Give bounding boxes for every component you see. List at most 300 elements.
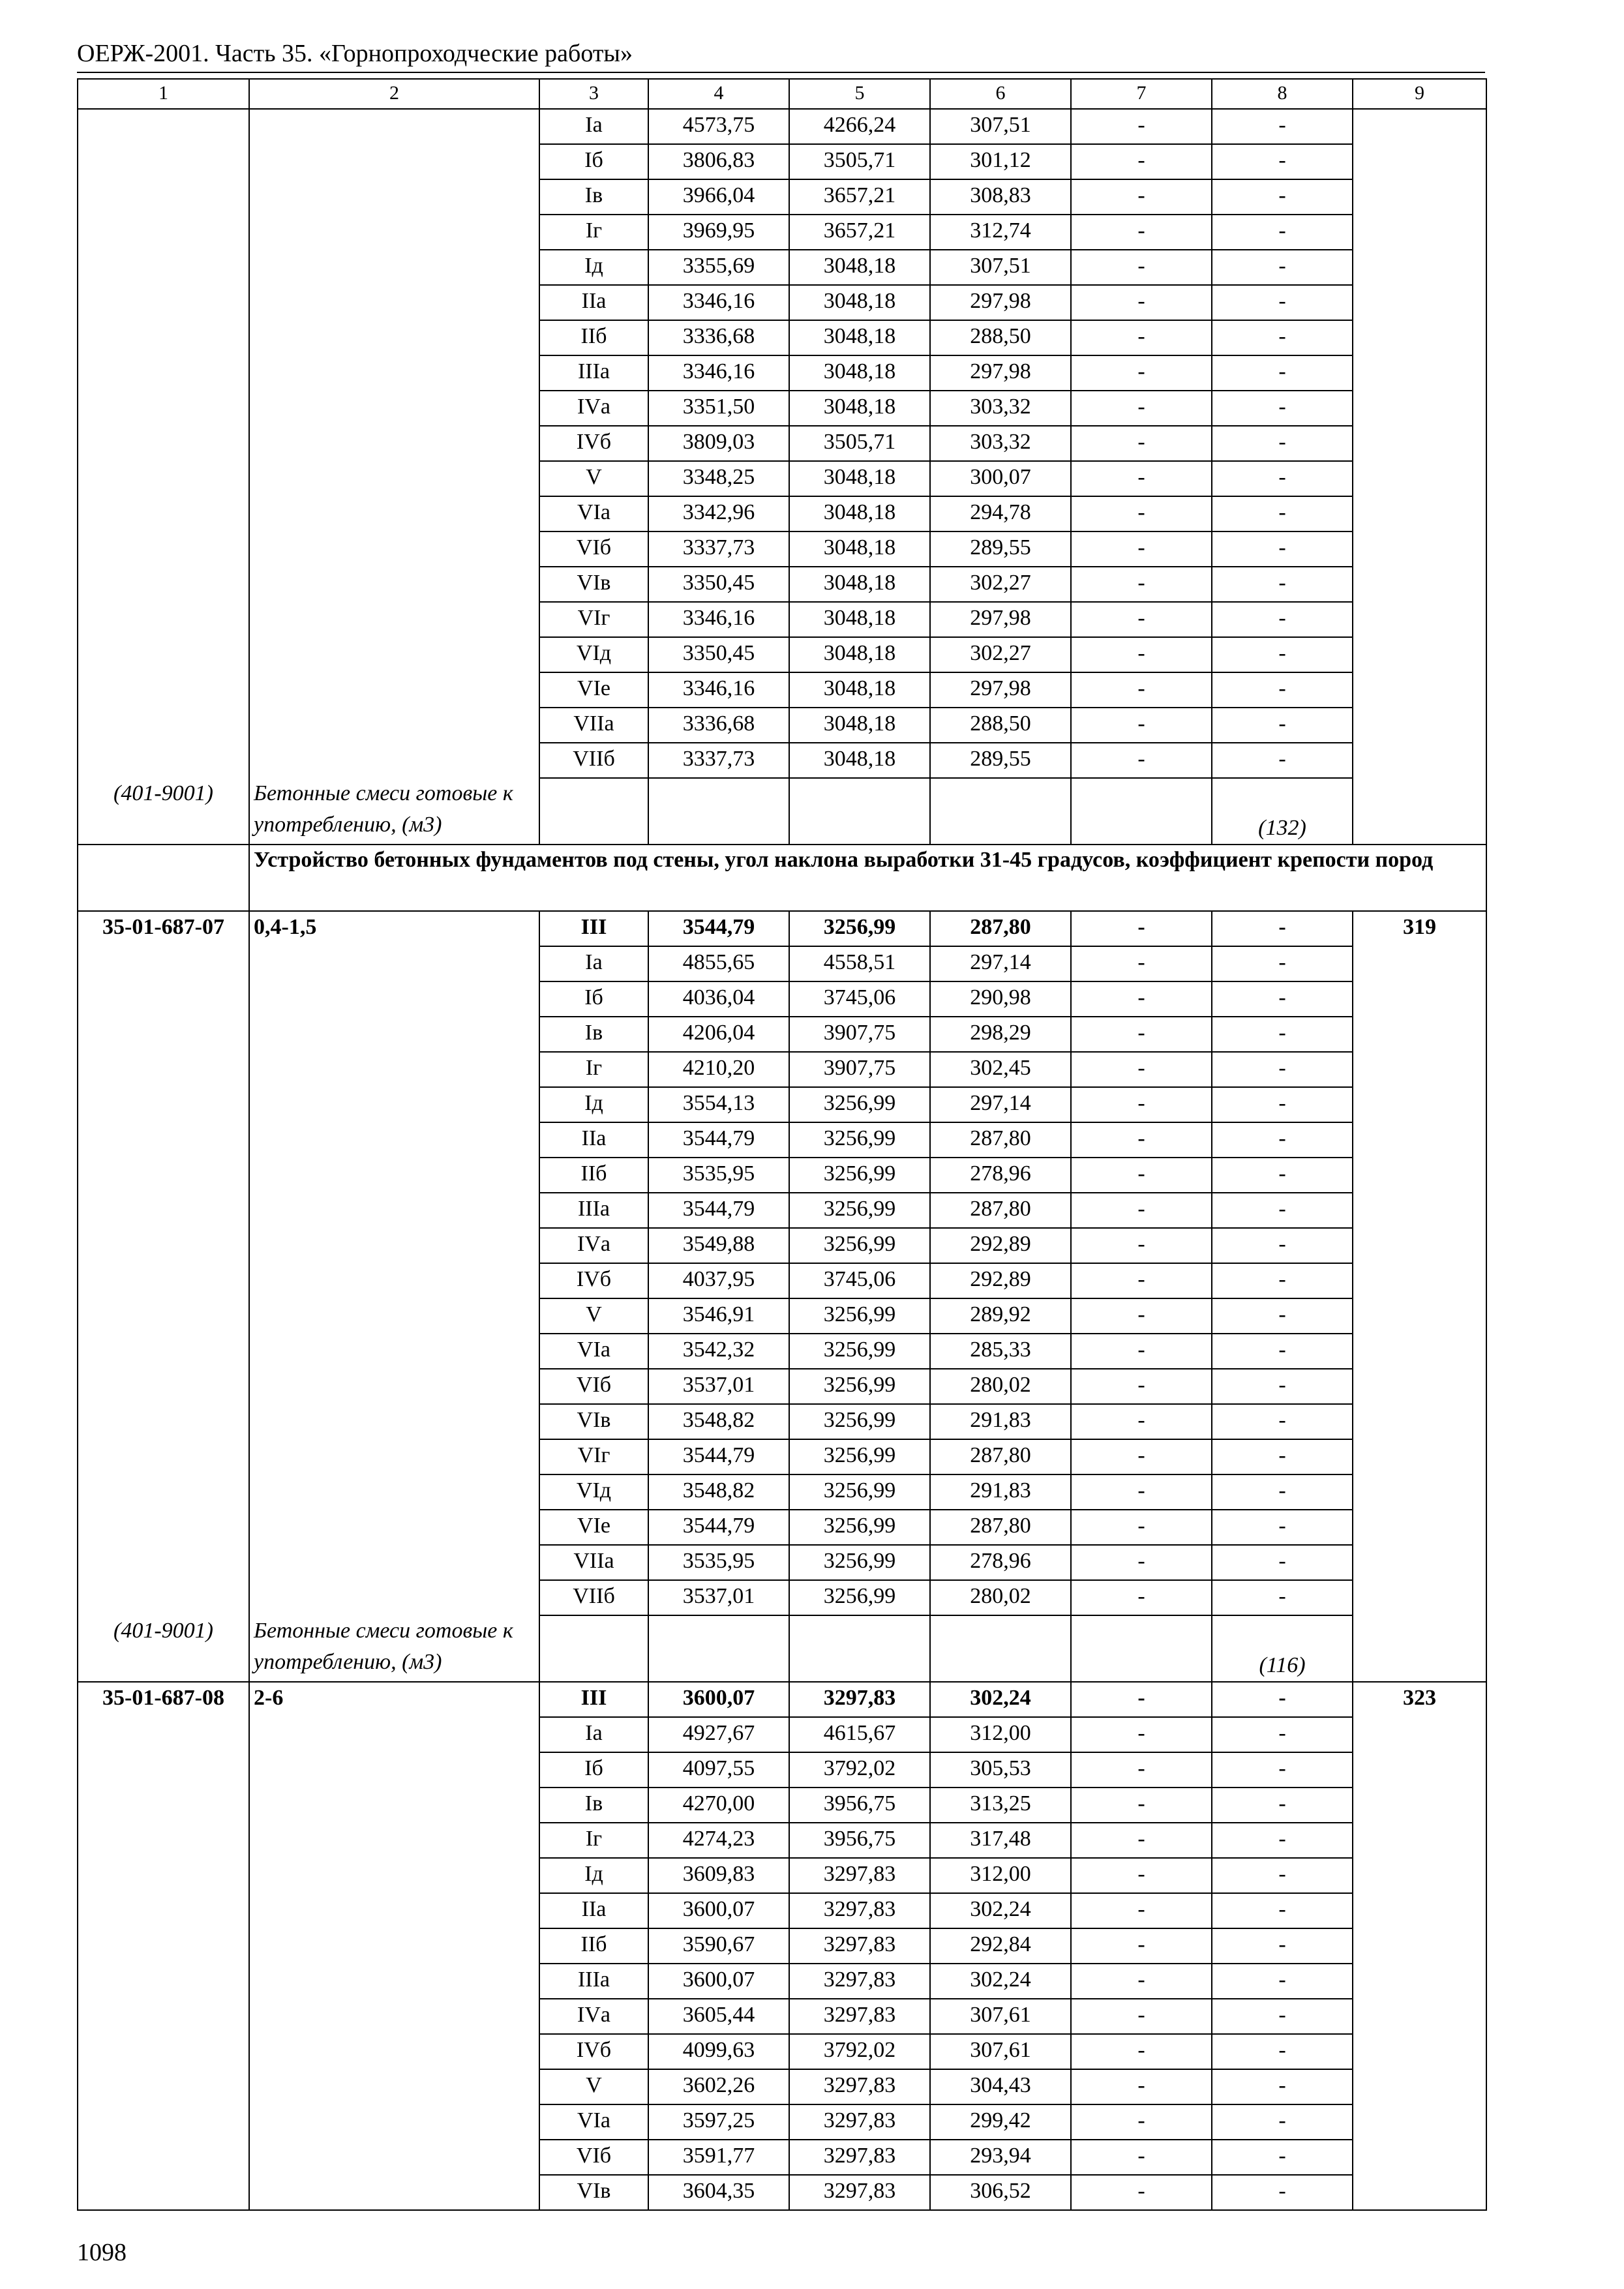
machine-cost-cell: 312,00: [930, 1858, 1071, 1893]
machine-cost-cell: 297,98: [930, 355, 1071, 391]
table-row: [78, 1580, 1486, 1615]
operator-cost-cell: -: [1071, 1545, 1212, 1580]
total-cost-cell: 3591,77: [648, 2140, 789, 2175]
total-cost-cell: 3600,07: [648, 1964, 789, 1999]
total-cost-cell: 3537,01: [648, 1580, 789, 1615]
condition-cell: Iв: [539, 179, 648, 215]
code-cell: [78, 1510, 249, 1545]
section-spacer: [78, 845, 249, 911]
code-cell: [78, 1122, 249, 1158]
page-ref-cell: [1353, 2140, 1486, 2175]
empty-cell: [648, 778, 789, 845]
page-ref-cell: [1353, 426, 1486, 461]
code-cell: [78, 1017, 249, 1052]
material-cost-cell: -: [1212, 1017, 1353, 1052]
condition-cell: VIв: [539, 1404, 648, 1439]
machine-cost-cell: 289,55: [930, 743, 1071, 778]
machine-cost-cell: 287,80: [930, 1510, 1071, 1545]
code-cell: [78, 1999, 249, 2034]
total-cost-cell: 3966,04: [648, 179, 789, 215]
column-number: 7: [1071, 79, 1212, 109]
condition-cell: VIб: [539, 531, 648, 567]
labor-cost-cell: 3048,18: [789, 461, 930, 496]
page-ref-cell: [1353, 1788, 1486, 1823]
material-cost-cell: -: [1212, 250, 1353, 285]
labor-cost-cell: 3657,21: [789, 215, 930, 250]
code-cell: [78, 708, 249, 743]
table-row: [78, 567, 1486, 602]
total-cost-cell: 3336,68: [648, 320, 789, 355]
machine-cost-cell: 302,24: [930, 1964, 1071, 1999]
condition-cell: IIIа: [539, 1964, 648, 1999]
operator-cost-cell: -: [1071, 1510, 1212, 1545]
labor-cost-cell: 3048,18: [789, 743, 930, 778]
material-cost-cell: -: [1212, 1263, 1353, 1298]
material-cost-cell: -: [1212, 496, 1353, 531]
machine-cost-cell: 307,51: [930, 109, 1071, 144]
table-row: [78, 1682, 1486, 1717]
table-row: [78, 144, 1486, 179]
operator-cost-cell: -: [1071, 981, 1212, 1017]
material-cost-cell: -: [1212, 531, 1353, 567]
machine-cost-cell: 278,96: [930, 1545, 1071, 1580]
machine-cost-cell: 299,42: [930, 2104, 1071, 2140]
param-cell: [249, 285, 539, 320]
material-cost-cell: -: [1212, 567, 1353, 602]
page-ref-cell: [1353, 144, 1486, 179]
operator-cost-cell: -: [1071, 1439, 1212, 1474]
header-rule: [77, 72, 1485, 73]
labor-cost-cell: 3256,99: [789, 1087, 930, 1122]
machine-cost-cell: 308,83: [930, 179, 1071, 215]
total-cost-cell: 4927,67: [648, 1717, 789, 1752]
page-ref-cell: [1353, 1052, 1486, 1087]
material-cost-cell: -: [1212, 2175, 1353, 2210]
param-cell: [249, 1752, 539, 1788]
page-ref-cell: [1353, 320, 1486, 355]
table-row: [78, 1298, 1486, 1334]
table-row: [78, 2140, 1486, 2175]
page-ref-cell: [1353, 355, 1486, 391]
operator-cost-cell: -: [1071, 1893, 1212, 1928]
material-cost-cell: -: [1212, 1858, 1353, 1893]
empty-cell: [1071, 1615, 1212, 1682]
operator-cost-cell: -: [1071, 250, 1212, 285]
page-ref-cell: [1353, 461, 1486, 496]
param-cell: [249, 743, 539, 778]
table-row: [78, 911, 1486, 946]
total-cost-cell: 3602,26: [648, 2069, 789, 2104]
machine-cost-cell: 291,83: [930, 1474, 1071, 1510]
code-cell: [78, 1158, 249, 1193]
code-cell: [78, 461, 249, 496]
material-cost-cell: -: [1212, 2140, 1353, 2175]
machine-cost-cell: 297,98: [930, 285, 1071, 320]
page-ref-cell: [1353, 1999, 1486, 2034]
code-cell: [78, 250, 249, 285]
labor-cost-cell: 3256,99: [789, 1298, 930, 1334]
column-number: 3: [539, 79, 648, 109]
material-cost-cell: -: [1212, 1122, 1353, 1158]
table-row: [78, 320, 1486, 355]
operator-cost-cell: -: [1071, 215, 1212, 250]
table-row: [78, 1439, 1486, 1474]
machine-cost-cell: 297,14: [930, 1087, 1071, 1122]
total-cost-cell: 3544,79: [648, 1193, 789, 1228]
material-cost-cell: -: [1212, 1298, 1353, 1334]
labor-cost-cell: 3745,06: [789, 981, 930, 1017]
table-body: [78, 79, 1486, 2210]
page-ref-cell: [1353, 1404, 1486, 1439]
material-cost-cell: -: [1212, 1193, 1353, 1228]
material-cost-cell: -: [1212, 1752, 1353, 1788]
table-row: [78, 1228, 1486, 1263]
total-cost-cell: 3605,44: [648, 1999, 789, 2034]
operator-cost-cell: -: [1071, 1717, 1212, 1752]
param-cell: [249, 2175, 539, 2210]
param-cell: [249, 1928, 539, 1964]
page-ref-cell: [1353, 531, 1486, 567]
condition-cell: VIд: [539, 637, 648, 672]
machine-cost-cell: 303,32: [930, 391, 1071, 426]
machine-cost-cell: 300,07: [930, 461, 1071, 496]
condition-cell: Iд: [539, 1087, 648, 1122]
total-cost-cell: 3350,45: [648, 567, 789, 602]
total-cost-cell: 3350,45: [648, 637, 789, 672]
labor-cost-cell: 3256,99: [789, 1510, 930, 1545]
machine-cost-cell: 317,48: [930, 1823, 1071, 1858]
operator-cost-cell: -: [1071, 1263, 1212, 1298]
material-cost-cell: -: [1212, 1158, 1353, 1193]
param-cell: [249, 1052, 539, 1087]
table-row: [78, 285, 1486, 320]
material-cost-cell: -: [1212, 708, 1353, 743]
labor-cost-cell: 3256,99: [789, 1122, 930, 1158]
page-ref-cell: [1353, 1580, 1486, 1615]
labor-cost-cell: 3048,18: [789, 602, 930, 637]
page-ref-cell: [1353, 1122, 1486, 1158]
resource-row: [78, 1615, 1486, 1682]
material-cost-cell: -: [1212, 2104, 1353, 2140]
labor-cost-cell: 3297,83: [789, 1999, 930, 2034]
operator-cost-cell: -: [1071, 708, 1212, 743]
param-cell: [249, 602, 539, 637]
empty-cell: [930, 778, 1071, 845]
material-cost-cell: -: [1212, 1510, 1353, 1545]
operator-cost-cell: -: [1071, 1404, 1212, 1439]
page-ref-cell: [1353, 1510, 1486, 1545]
resource-row: [78, 778, 1486, 845]
condition-cell: III: [539, 911, 648, 946]
operator-cost-cell: -: [1071, 1158, 1212, 1193]
labor-cost-cell: 3048,18: [789, 672, 930, 708]
table-row: [78, 1369, 1486, 1404]
table-row: [78, 1017, 1486, 1052]
labor-cost-cell: 4558,51: [789, 946, 930, 981]
labor-cost-cell: 3792,02: [789, 2034, 930, 2069]
condition-cell: VIб: [539, 2140, 648, 2175]
param-cell: [249, 637, 539, 672]
operator-cost-cell: -: [1071, 672, 1212, 708]
material-cost-cell: -: [1212, 946, 1353, 981]
labor-cost-cell: 3792,02: [789, 1752, 930, 1788]
empty-cell: [789, 1615, 930, 1682]
page-ref-cell: [1353, 1087, 1486, 1122]
code-cell: [78, 1545, 249, 1580]
total-cost-cell: 4573,75: [648, 109, 789, 144]
total-cost-cell: 3337,73: [648, 531, 789, 567]
material-cost-cell: -: [1212, 981, 1353, 1017]
param-cell: 0,4-1,5: [249, 911, 539, 946]
condition-cell: IIIа: [539, 355, 648, 391]
condition-cell: Iа: [539, 946, 648, 981]
code-cell: [78, 981, 249, 1017]
machine-cost-cell: 278,96: [930, 1158, 1071, 1193]
operator-cost-cell: -: [1071, 2140, 1212, 2175]
machine-cost-cell: 302,24: [930, 1893, 1071, 1928]
labor-cost-cell: 3297,83: [789, 1928, 930, 1964]
total-cost-cell: 3342,96: [648, 496, 789, 531]
column-number-row: [78, 79, 1486, 109]
resource-code: (401-9001): [78, 1615, 249, 1682]
condition-cell: Iг: [539, 1052, 648, 1087]
material-cost-cell: -: [1212, 1404, 1353, 1439]
param-cell: [249, 1298, 539, 1334]
param-cell: [249, 946, 539, 981]
material-cost-cell: -: [1212, 602, 1353, 637]
operator-cost-cell: -: [1071, 1788, 1212, 1823]
condition-cell: VIIа: [539, 1545, 648, 1580]
page-ref-cell: [1353, 391, 1486, 426]
code-cell: [78, 2069, 249, 2104]
machine-cost-cell: 290,98: [930, 981, 1071, 1017]
table-row: [78, 708, 1486, 743]
material-cost-cell: -: [1212, 743, 1353, 778]
table-row: [78, 461, 1486, 496]
operator-cost-cell: -: [1071, 1964, 1212, 1999]
table-row: [78, 250, 1486, 285]
page-ref-cell: [1353, 1717, 1486, 1752]
labor-cost-cell: 3956,75: [789, 1823, 930, 1858]
machine-cost-cell: 287,80: [930, 1439, 1071, 1474]
section-title-text: Устройство бетонных фундаментов под стены, угол наклона выработки 31-45 градусов, коэффициент крепости пород: [254, 848, 1434, 872]
operator-cost-cell: -: [1071, 461, 1212, 496]
total-cost-cell: 3544,79: [648, 911, 789, 946]
empty-cell: [1071, 778, 1212, 845]
total-cost-cell: 3806,83: [648, 144, 789, 179]
condition-cell: IVа: [539, 1999, 648, 2034]
machine-cost-cell: 307,51: [930, 250, 1071, 285]
machine-cost-cell: 302,24: [930, 1682, 1071, 1717]
param-cell: [249, 1999, 539, 2034]
material-cost-cell: -: [1212, 1474, 1353, 1510]
param-cell: [249, 426, 539, 461]
machine-cost-cell: 285,33: [930, 1334, 1071, 1369]
code-cell: [78, 179, 249, 215]
material-cost-cell: -: [1212, 391, 1353, 426]
labor-cost-cell: 3297,83: [789, 1858, 930, 1893]
table-row: [78, 1193, 1486, 1228]
labor-cost-cell: 3256,99: [789, 1334, 930, 1369]
column-number: 1: [78, 79, 249, 109]
labor-cost-cell: 3048,18: [789, 250, 930, 285]
page-ref-cell: [1353, 1439, 1486, 1474]
labor-cost-cell: 3256,99: [789, 1404, 930, 1439]
labor-cost-cell: 3048,18: [789, 285, 930, 320]
machine-cost-cell: 306,52: [930, 2175, 1071, 2210]
code-cell: [78, 496, 249, 531]
table-row: [78, 637, 1486, 672]
code-cell: [78, 1193, 249, 1228]
material-cost-cell: -: [1212, 320, 1353, 355]
total-cost-cell: 3604,35: [648, 2175, 789, 2210]
material-cost-cell: -: [1212, 1439, 1353, 1474]
total-cost-cell: 3544,79: [648, 1510, 789, 1545]
material-cost-cell: -: [1212, 109, 1353, 144]
page-ref-cell: [1353, 2175, 1486, 2210]
condition-cell: IVа: [539, 391, 648, 426]
code-cell: [78, 1788, 249, 1823]
total-cost-cell: 3590,67: [648, 1928, 789, 1964]
table-row: [78, 946, 1486, 981]
total-cost-cell: 3597,25: [648, 2104, 789, 2140]
operator-cost-cell: -: [1071, 1228, 1212, 1263]
page-ref-cell: [1353, 496, 1486, 531]
operator-cost-cell: -: [1071, 179, 1212, 215]
operator-cost-cell: -: [1071, 285, 1212, 320]
table-row: [78, 531, 1486, 567]
param-cell: [249, 1510, 539, 1545]
resource-code: (401-9001): [78, 778, 249, 845]
labor-cost-cell: 3048,18: [789, 637, 930, 672]
total-cost-cell: 3537,01: [648, 1369, 789, 1404]
empty-cell: [930, 1615, 1071, 1682]
table-row: [78, 426, 1486, 461]
code-cell: [78, 1928, 249, 1964]
page-ref-cell: [1353, 285, 1486, 320]
page-ref-cell: [1353, 1545, 1486, 1580]
table-row: [78, 602, 1486, 637]
total-cost-cell: 4036,04: [648, 981, 789, 1017]
condition-cell: IIIа: [539, 1193, 648, 1228]
operator-cost-cell: -: [1071, 1369, 1212, 1404]
labor-cost-cell: 4266,24: [789, 109, 930, 144]
param-cell: [249, 708, 539, 743]
resource-name: Бетонные смеси готовые к употреблению, (м3): [249, 1615, 539, 1682]
code-cell: [78, 426, 249, 461]
condition-cell: VIв: [539, 567, 648, 602]
operator-cost-cell: -: [1071, 355, 1212, 391]
machine-cost-cell: 297,98: [930, 602, 1071, 637]
table-row: [78, 1893, 1486, 1928]
code-cell: [78, 1369, 249, 1404]
material-cost-cell: -: [1212, 144, 1353, 179]
param-cell: [249, 496, 539, 531]
condition-cell: Iв: [539, 1017, 648, 1052]
machine-cost-cell: 294,78: [930, 496, 1071, 531]
operator-cost-cell: -: [1071, 1928, 1212, 1964]
table-row: [78, 2175, 1486, 2210]
param-cell: [249, 320, 539, 355]
operator-cost-cell: -: [1071, 496, 1212, 531]
condition-cell: VIа: [539, 2104, 648, 2140]
condition-cell: IIа: [539, 1122, 648, 1158]
labor-cost-cell: 3297,83: [789, 1682, 930, 1717]
operator-cost-cell: -: [1071, 1752, 1212, 1788]
total-cost-cell: 3535,95: [648, 1545, 789, 1580]
code-cell: [78, 637, 249, 672]
machine-cost-cell: 307,61: [930, 1999, 1071, 2034]
param-cell: [249, 1158, 539, 1193]
table-row: [78, 1823, 1486, 1858]
code-cell: [78, 1717, 249, 1752]
material-cost-cell: -: [1212, 355, 1353, 391]
machine-cost-cell: 292,89: [930, 1263, 1071, 1298]
total-cost-cell: 3346,16: [648, 355, 789, 391]
total-cost-cell: 3337,73: [648, 743, 789, 778]
machine-cost-cell: 289,92: [930, 1298, 1071, 1334]
operator-cost-cell: -: [1071, 946, 1212, 981]
machine-cost-cell: 312,00: [930, 1717, 1071, 1752]
page-ref-cell: [1353, 1752, 1486, 1788]
table-row: [78, 109, 1486, 144]
operator-cost-cell: -: [1071, 637, 1212, 672]
labor-cost-cell: 3048,18: [789, 391, 930, 426]
param-cell: [249, 1580, 539, 1615]
code-cell: [78, 285, 249, 320]
condition-cell: IVб: [539, 1263, 648, 1298]
param-cell: [249, 1017, 539, 1052]
total-cost-cell: 3544,79: [648, 1122, 789, 1158]
labor-cost-cell: 3505,71: [789, 426, 930, 461]
condition-cell: VIIб: [539, 1580, 648, 1615]
page-ref-cell: [1353, 1158, 1486, 1193]
page-ref-cell: [1353, 250, 1486, 285]
material-cost-cell: -: [1212, 285, 1353, 320]
condition-cell: VIе: [539, 1510, 648, 1545]
machine-cost-cell: 289,55: [930, 531, 1071, 567]
page-ref-cell: [1353, 1858, 1486, 1893]
material-cost-cell: -: [1212, 1580, 1353, 1615]
page-ref-cell: [1353, 743, 1486, 778]
code-cell: [78, 355, 249, 391]
machine-cost-cell: 297,14: [930, 946, 1071, 981]
param-cell: [249, 1717, 539, 1752]
condition-cell: Iг: [539, 215, 648, 250]
page-ref-cell: [1353, 1193, 1486, 1228]
code-cell: [78, 109, 249, 144]
param-cell: [249, 391, 539, 426]
operator-cost-cell: -: [1071, 1474, 1212, 1510]
labor-cost-cell: 3297,83: [789, 1964, 930, 1999]
material-cost-cell: -: [1212, 426, 1353, 461]
total-cost-cell: 4270,00: [648, 1788, 789, 1823]
param-cell: [249, 531, 539, 567]
page-ref-cell: 323: [1353, 1682, 1486, 1717]
code-cell: [78, 215, 249, 250]
table-row: [78, 743, 1486, 778]
page-ref-cell: [1353, 1893, 1486, 1928]
page-ref-cell: [1353, 1823, 1486, 1858]
total-cost-cell: 3355,69: [648, 250, 789, 285]
table-row: [78, 1717, 1486, 1752]
page-ref-cell: [1353, 1017, 1486, 1052]
condition-cell: VIа: [539, 496, 648, 531]
labor-cost-cell: 3256,99: [789, 1439, 930, 1474]
param-cell: [249, 981, 539, 1017]
page-ref-cell: [1353, 946, 1486, 981]
operator-cost-cell: -: [1071, 2175, 1212, 2210]
